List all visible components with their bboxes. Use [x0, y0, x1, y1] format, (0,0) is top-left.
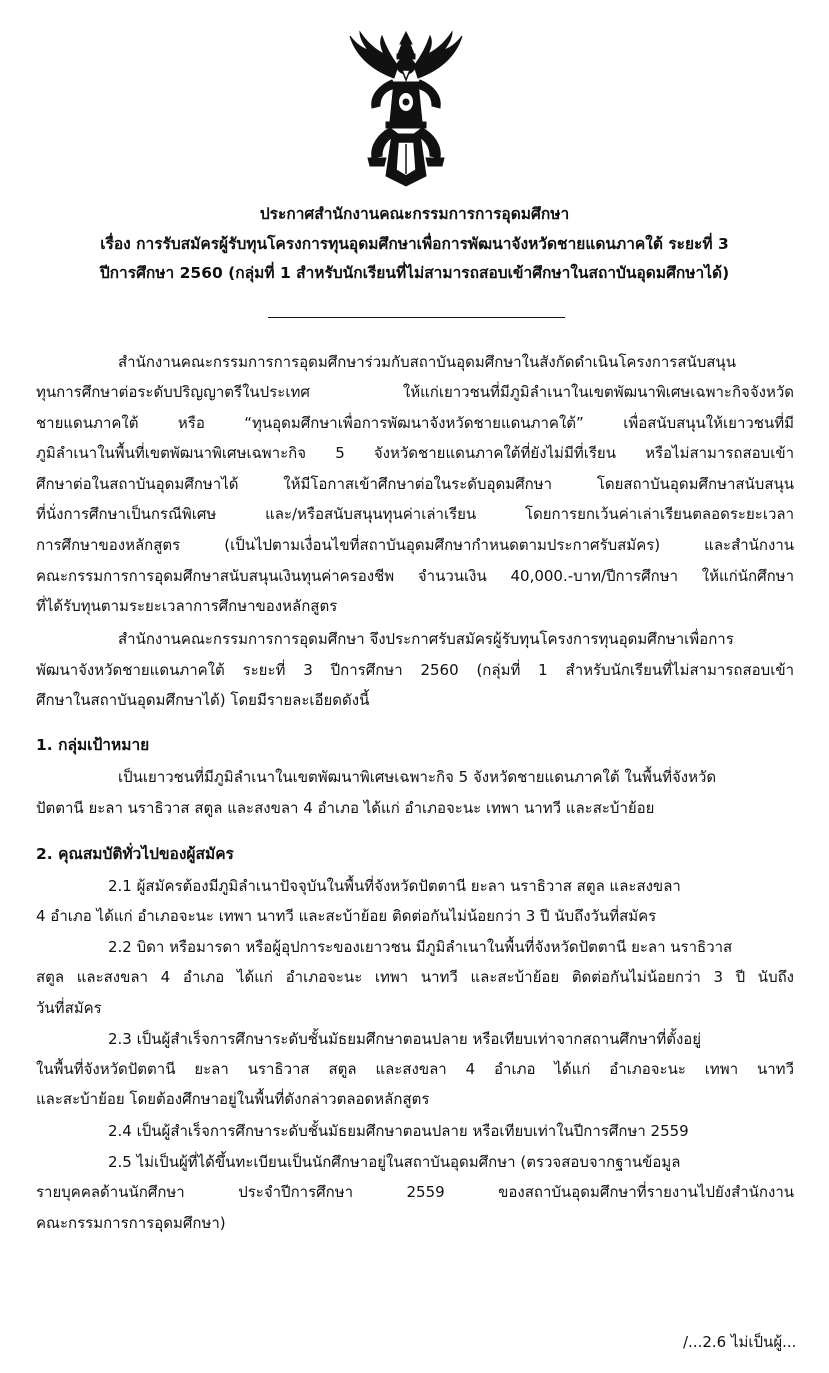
garuda-emblem-icon [342, 30, 470, 188]
item-2-5-line: คณะกรรมการการอุดมศึกษา) [36, 1214, 226, 1232]
item-2-1-line: 4 อำเภอ ได้แก่ อำเภอจะนะ เทพา นาทวี และสะบ้าย้อย ติดต่อกันไม่น้อยกว่า 3 ปี นับถึงวันที่สมัคร [36, 907, 657, 925]
item-2-2-line: 2.2 บิดา หรือมารดา หรือผู้อุปการะของเยาวชน มีภูมิลำเนาในพื้นที่จังหวัดปัตตานี ยะลา นราธิวาส [108, 938, 733, 956]
paragraph-line: สำนักงานคณะกรรมการการอุดมศึกษา จึงประกาศรับสมัครผู้รับทุนโครงการทุนอุดมศึกษาเพื่อการ [118, 630, 734, 648]
item-2-5-line: 2.5 ไม่เป็นผู้ที่ได้ขึ้นทะเบียนเป็นนักศึกษาอยู่ในสถาบันอุดมศึกษา (ตรวจสอบจากฐานข้อมูล [108, 1153, 681, 1171]
announcement-subject-continued: ปีการศึกษา 2560 (กลุ่มที่ 1 สำหรับนักเรียนที่ไม่สามารถสอบเข้าศึกษาในสถาบันอุดมศึกษาได้) [99, 264, 730, 282]
paragraph-line: ศึกษาในสถาบันอุดมศึกษาได้) โดยมีรายละเอียดดังนี้ [36, 691, 370, 709]
item-2-5-line: รายบุคคลด้านนักศึกษา ประจำปีการศึกษา 2559 ของสถาบันอุดมศึกษาที่รายงานไปยังสำนักงาน [36, 1183, 794, 1201]
paragraph-line: ภูมิลำเนาในพื้นที่เขตพัฒนาพิเศษเฉพาะกิจ 5 จังหวัดชายแดนภาคใต้ที่ยังไม่มีที่เรียน หรือไม่สามารถสอบเข้า [36, 444, 794, 462]
item-2-3-line: 2.3 เป็นผู้สำเร็จการศึกษาระดับชั้นมัธยมศึกษาตอนปลาย หรือเทียบเท่าจากสถานศึกษาที่ตั้งอยู่ [108, 1030, 702, 1048]
paragraph-line: ศึกษาต่อในสถาบันอุดมศึกษาได้ ให้มีโอกาสเข้าศึกษาต่อในระดับอุดมศึกษา โดยสถาบันอุดมศึกษาสนับสนุน [36, 475, 794, 493]
paragraph-line: ปัตตานี ยะลา นราธิวาส สตูล และสงขลา 4 อำเภอ ได้แก่ อำเภอจะนะ เทพา นาทวี และสะบ้าย้อย [36, 799, 655, 817]
heading-divider [268, 317, 565, 318]
paragraph-line: เป็นเยาวชนที่มีภูมิลำเนาในเขตพัฒนาพิเศษเฉพาะกิจ 5 จังหวัดชายแดนภาคใต้ ในพื้นที่จังหวัด [118, 768, 717, 786]
item-2-1-line: 2.1 ผู้สมัครต้องมีภูมิลำเนาปัจจุบันในพื้นที่จังหวัดปัตตานี ยะลา นราธิวาส สตูล และสงขลา [108, 877, 681, 895]
continuation-marker: /...2.6 ไม่เป็นผู้... [683, 1333, 797, 1351]
paragraph-line: สำนักงานคณะกรรมการการอุดมศึกษาร่วมกับสถาบันอุดมศึกษาในสังกัดดำเนินโครงการสนับสนุน [118, 353, 736, 371]
announcement-subject: เรื่อง การรับสมัครผู้รับทุนโครงการทุนอุดมศึกษาเพื่อการพัฒนาจังหวัดชายแดนภาคใต้ ระยะที่ 3 [100, 235, 729, 253]
item-2-4-line: 2.4 เป็นผู้สำเร็จการศึกษาระดับชั้นมัธยมศึกษาตอนปลาย หรือเทียบเท่าในปีการศึกษา 2559 [108, 1122, 689, 1140]
item-2-2-line: วันที่สมัคร [36, 999, 102, 1017]
announcement-title: ประกาศสำนักงานคณะกรรมการการอุดมศึกษา [259, 205, 570, 223]
item-2-3-line: และสะบ้าย้อย โดยต้องศึกษาอยู่ในพื้นที่ดังกล่าวตลอดหลักสูตร [36, 1090, 430, 1108]
paragraph-line: พัฒนาจังหวัดชายแดนภาคใต้ ระยะที่ 3 ปีการศึกษา 2560 (กลุ่มที่ 1 สำหรับนักเรียนที่ไม่สามารถสอบเข้า [36, 661, 794, 679]
section-1-title: 1. กลุ่มเป้าหมาย [36, 736, 150, 754]
paragraph-line: คณะกรรมการการอุดมศึกษาสนับสนุนเงินทุนค่าครองชีพ จำนวนเงิน 40,000.-บาท/ปีการศึกษา ให้แก่นักศึกษา [36, 567, 794, 585]
paragraph-line: ทุนการศึกษาต่อระดับปริญญาตรีในประเทศ ให้แก่เยาวชนที่มีภูมิลำเนาในเขตพัฒนาพิเศษเฉพาะกิจจังหวัด [36, 383, 794, 401]
paragraph-line: ที่ได้รับทุนตามระยะเวลาการศึกษาของหลักสูตร [36, 597, 338, 615]
paragraph-line: ที่นั่งการศึกษาเป็นกรณีพิเศษ และ/หรือสนับสนุนทุนค่าเล่าเรียน โดยการยกเว้นค่าเล่าเรียนตลอดระยะเวลา [36, 505, 794, 523]
item-2-3-line: ในพื้นที่จังหวัดปัตตานี ยะลา นราธิวาส สตูล และสงขลา 4 อำเภอ ได้แก่ อำเภอจะนะ เทพา นาทวี [36, 1060, 794, 1078]
paragraph-line: การศึกษาของหลักสูตร (เป็นไปตามเงื่อนไขที่สถาบันอุดมศึกษากำหนดตามประกาศรับสมัคร) และสำนักงาน [36, 536, 794, 554]
paragraph-line: ชายแดนภาคใต้ หรือ “ทุนอุดมศึกษาเพื่อการพัฒนาจังหวัดชายแดนภาคใต้” เพื่อสนับสนุนให้เยาวชนที่มี [36, 414, 794, 432]
item-2-2-line: สตูล และสงขลา 4 อำเภอ ได้แก่ อำเภอจะนะ เทพา นาทวี และสะบ้าย้อย ติดต่อกันไม่น้อยกว่า 3 ปี นับถึง [36, 968, 794, 986]
section-2-title: 2. คุณสมบัติทั่วไปของผู้สมัคร [36, 845, 234, 863]
